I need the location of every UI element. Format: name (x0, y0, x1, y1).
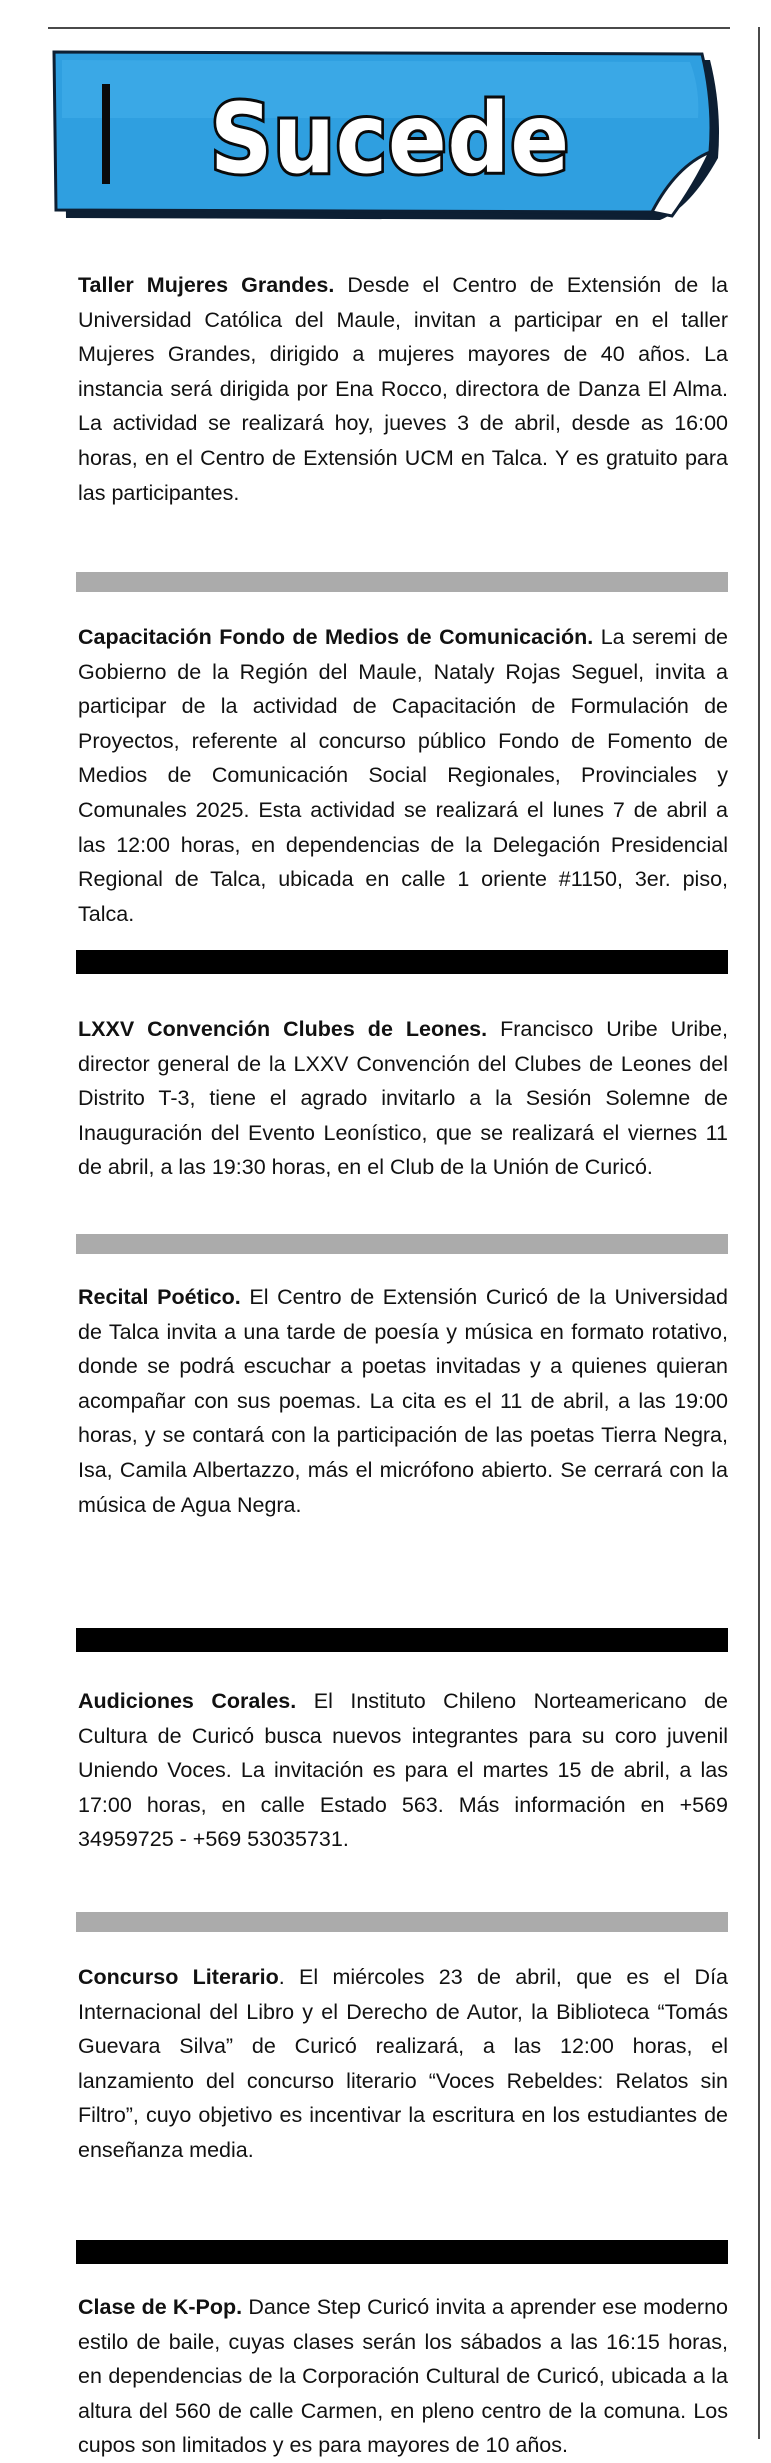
story-body: Francisco Uribe Uribe, director general de la LXXV Convención del Clubes de Leones del Distrito T-3, tiene el agrado invitarlo a la Sesión Solemne de Inauguración del Evento Leonístico, que se realizará el viernes 11 de abril, a las 19:30 horas, en el Club de la Unión de Curicó. (78, 1017, 728, 1180)
story-body: Desde el Centro de Extensión de la Universidad Católica del Maule, invitan a participar en el taller Mujeres Grandes, dirigido a mujeres mayores de 40 años. La instancia será dirigida por Ena Rocco, directora de Danza El Alma. La actividad se realizará hoy, jueves 3 de abril, desde as 16:00 horas, en el Centro de Extensión UCM en Talca. Y es gratuito para las participantes. (78, 273, 728, 505)
story-taller-mujeres-grandes (78, 268, 728, 510)
grey-divider (76, 1912, 728, 1932)
story-title: Audiciones Corales. (78, 1689, 297, 1713)
story-body: La seremi de Gobierno de la Región del Maule, Nataly Rojas Seguel, invita a participar de la actividad de Capacitación de Formulación de Proyectos, referente al concurso público Fondo de Fomento de Medios de Comunicación Social Regionales, Provinciales y Comunales 2025. Esta actividad se realizará el lunes 7 de abril a las 12:00 horas, en dependencias de la Delegación Presidencial Regional de Talca, ubicada en calle 1 oriente #1150, 3er. piso, Talca. (78, 625, 728, 926)
section-title: Sucede (210, 83, 570, 195)
story-title: Taller Mujeres Grandes. (78, 273, 335, 297)
story-capacitacion-fondo-medios (78, 620, 728, 931)
grey-divider (76, 572, 728, 592)
story-concurso-literario (78, 1960, 728, 2168)
story-title: LXXV Convención Clubes de Leones. (78, 1017, 488, 1041)
story-audiciones-corales (78, 1684, 728, 1857)
story-clase-kpop (78, 2290, 728, 2463)
story-body: Dance Step Curicó invita a aprender ese moderno estilo de baile, cuyas clases serán los sábados a las 16:15 horas, en dependencias de la Corporación Cultural de Curicó, ubicada a la altura del 560 de calle Carmen, en pleno centro de la comuna. Los cupos son limitados y es para mayores de 10 años. (78, 2295, 728, 2458)
column-rule (758, 27, 760, 2439)
story-title: Concurso Literario (78, 1965, 279, 1989)
story-recital-poetico (78, 1280, 728, 1522)
story-title: Capacitación Fondo de Medios de Comunicación. (78, 625, 594, 649)
story-title: Clase de K-Pop. (78, 2295, 243, 2319)
story-body: El Instituto Chileno Norteamericano de Cultura de Curicó busca nuevos integrantes para su coro juvenil Uniendo Voces. La invitación es para el martes 15 de abril, a las 17:00 horas, en calle Estado 563. Más información en +569 34959725 - +569 53035731. (78, 1689, 728, 1852)
story-title: Recital Poético. (78, 1285, 241, 1309)
story-body: El Centro de Extensión Curicó de la Universidad de Talca invita a una tarde de poesía y música en formato rotativo, donde se podrá escuchar a poetas invitadas y a quienes quieran acompañar con sus poemas. La cita es el 11 de abril, a las 19:00 horas, y se contará con la participación de las poetas Tierra Negra, Isa, Camila Albertazzo, más el micrófono abierto. Se cerrará con la música de Agua Negra. (78, 1285, 728, 1517)
black-divider (76, 950, 728, 974)
story-convencion-clubes-leones (78, 1012, 728, 1185)
grey-divider (76, 1234, 728, 1254)
section-banner (50, 48, 730, 224)
top-rule (48, 27, 730, 29)
black-divider (76, 2240, 728, 2264)
black-divider (76, 1628, 728, 1652)
story-body: . El miércoles 23 de abril, que es el Día Internacional del Libro y el Derecho de Autor, la Biblioteca “Tomás Guevara Silva” de Curicó realizará, a las 12:00 horas, el lanzamiento del concurso literario “Voces Rebeldes: Relatos sin Filtro”, cuyo objetivo es incentivar la escritura en los estudiantes de enseñanza media. (78, 1965, 728, 2162)
